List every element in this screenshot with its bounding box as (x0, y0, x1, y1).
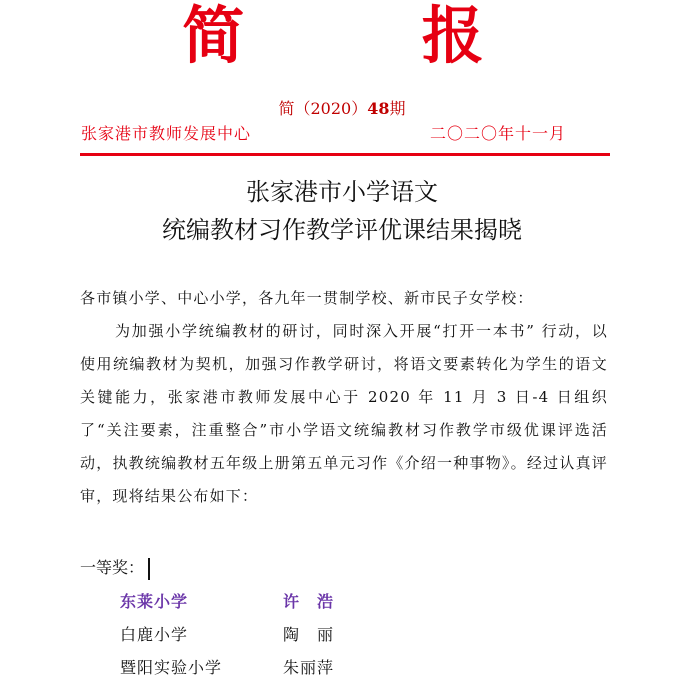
winner-school: 暨阳实验小学 (120, 658, 223, 677)
winner-name: 朱丽萍 (283, 658, 335, 677)
salutation: 各市镇小学、中心小学，各九年一贯制学校、新市民子女学校： (80, 289, 534, 307)
issue-date: 二〇二〇年十一月 (429, 124, 566, 143)
text-cursor (148, 558, 150, 580)
issue-prefix: 简（2020） (278, 99, 368, 118)
issue-suffix: 期 (389, 99, 406, 118)
winner-name: 许 浩 (283, 592, 335, 611)
winner-school: 白鹿小学 (120, 625, 189, 644)
body-paragraph: 为加强小学统编教材的研讨，同时深入开展“打开一本书” 行动，以使用统编教材为契机，加强习作教学研讨，将语文要素转化为学生的语文关键能力，张家港市教师发展中心于 2020 年 11 月 3 日-4 日组织了“关注要素，注重整合”市小学语文统编教材习作教学市级优课评选活动，执教统编教材五年级上册第五单元习作《介绍一种事物》。经过认真评审，现将结果公布如下： (80, 322, 608, 505)
winner-school: 东莱小学 (120, 592, 189, 611)
first-prize-heading[interactable] (80, 551, 150, 584)
issue-number (0, 99, 684, 119)
issuing-organization: 张家港市教师发展中心 (81, 124, 252, 143)
masthead-title: 简 报 (182, 0, 562, 72)
first-prize-label: 一等奖： (80, 558, 145, 577)
issue-num: 48 (367, 99, 390, 118)
header-divider (80, 153, 610, 156)
winner-name: 陶 丽 (283, 625, 335, 644)
article-title-line1: 张家港市小学语文 (246, 178, 438, 206)
article-title-line2: 统编教材习作教学评优课结果揭晓 (162, 216, 522, 244)
